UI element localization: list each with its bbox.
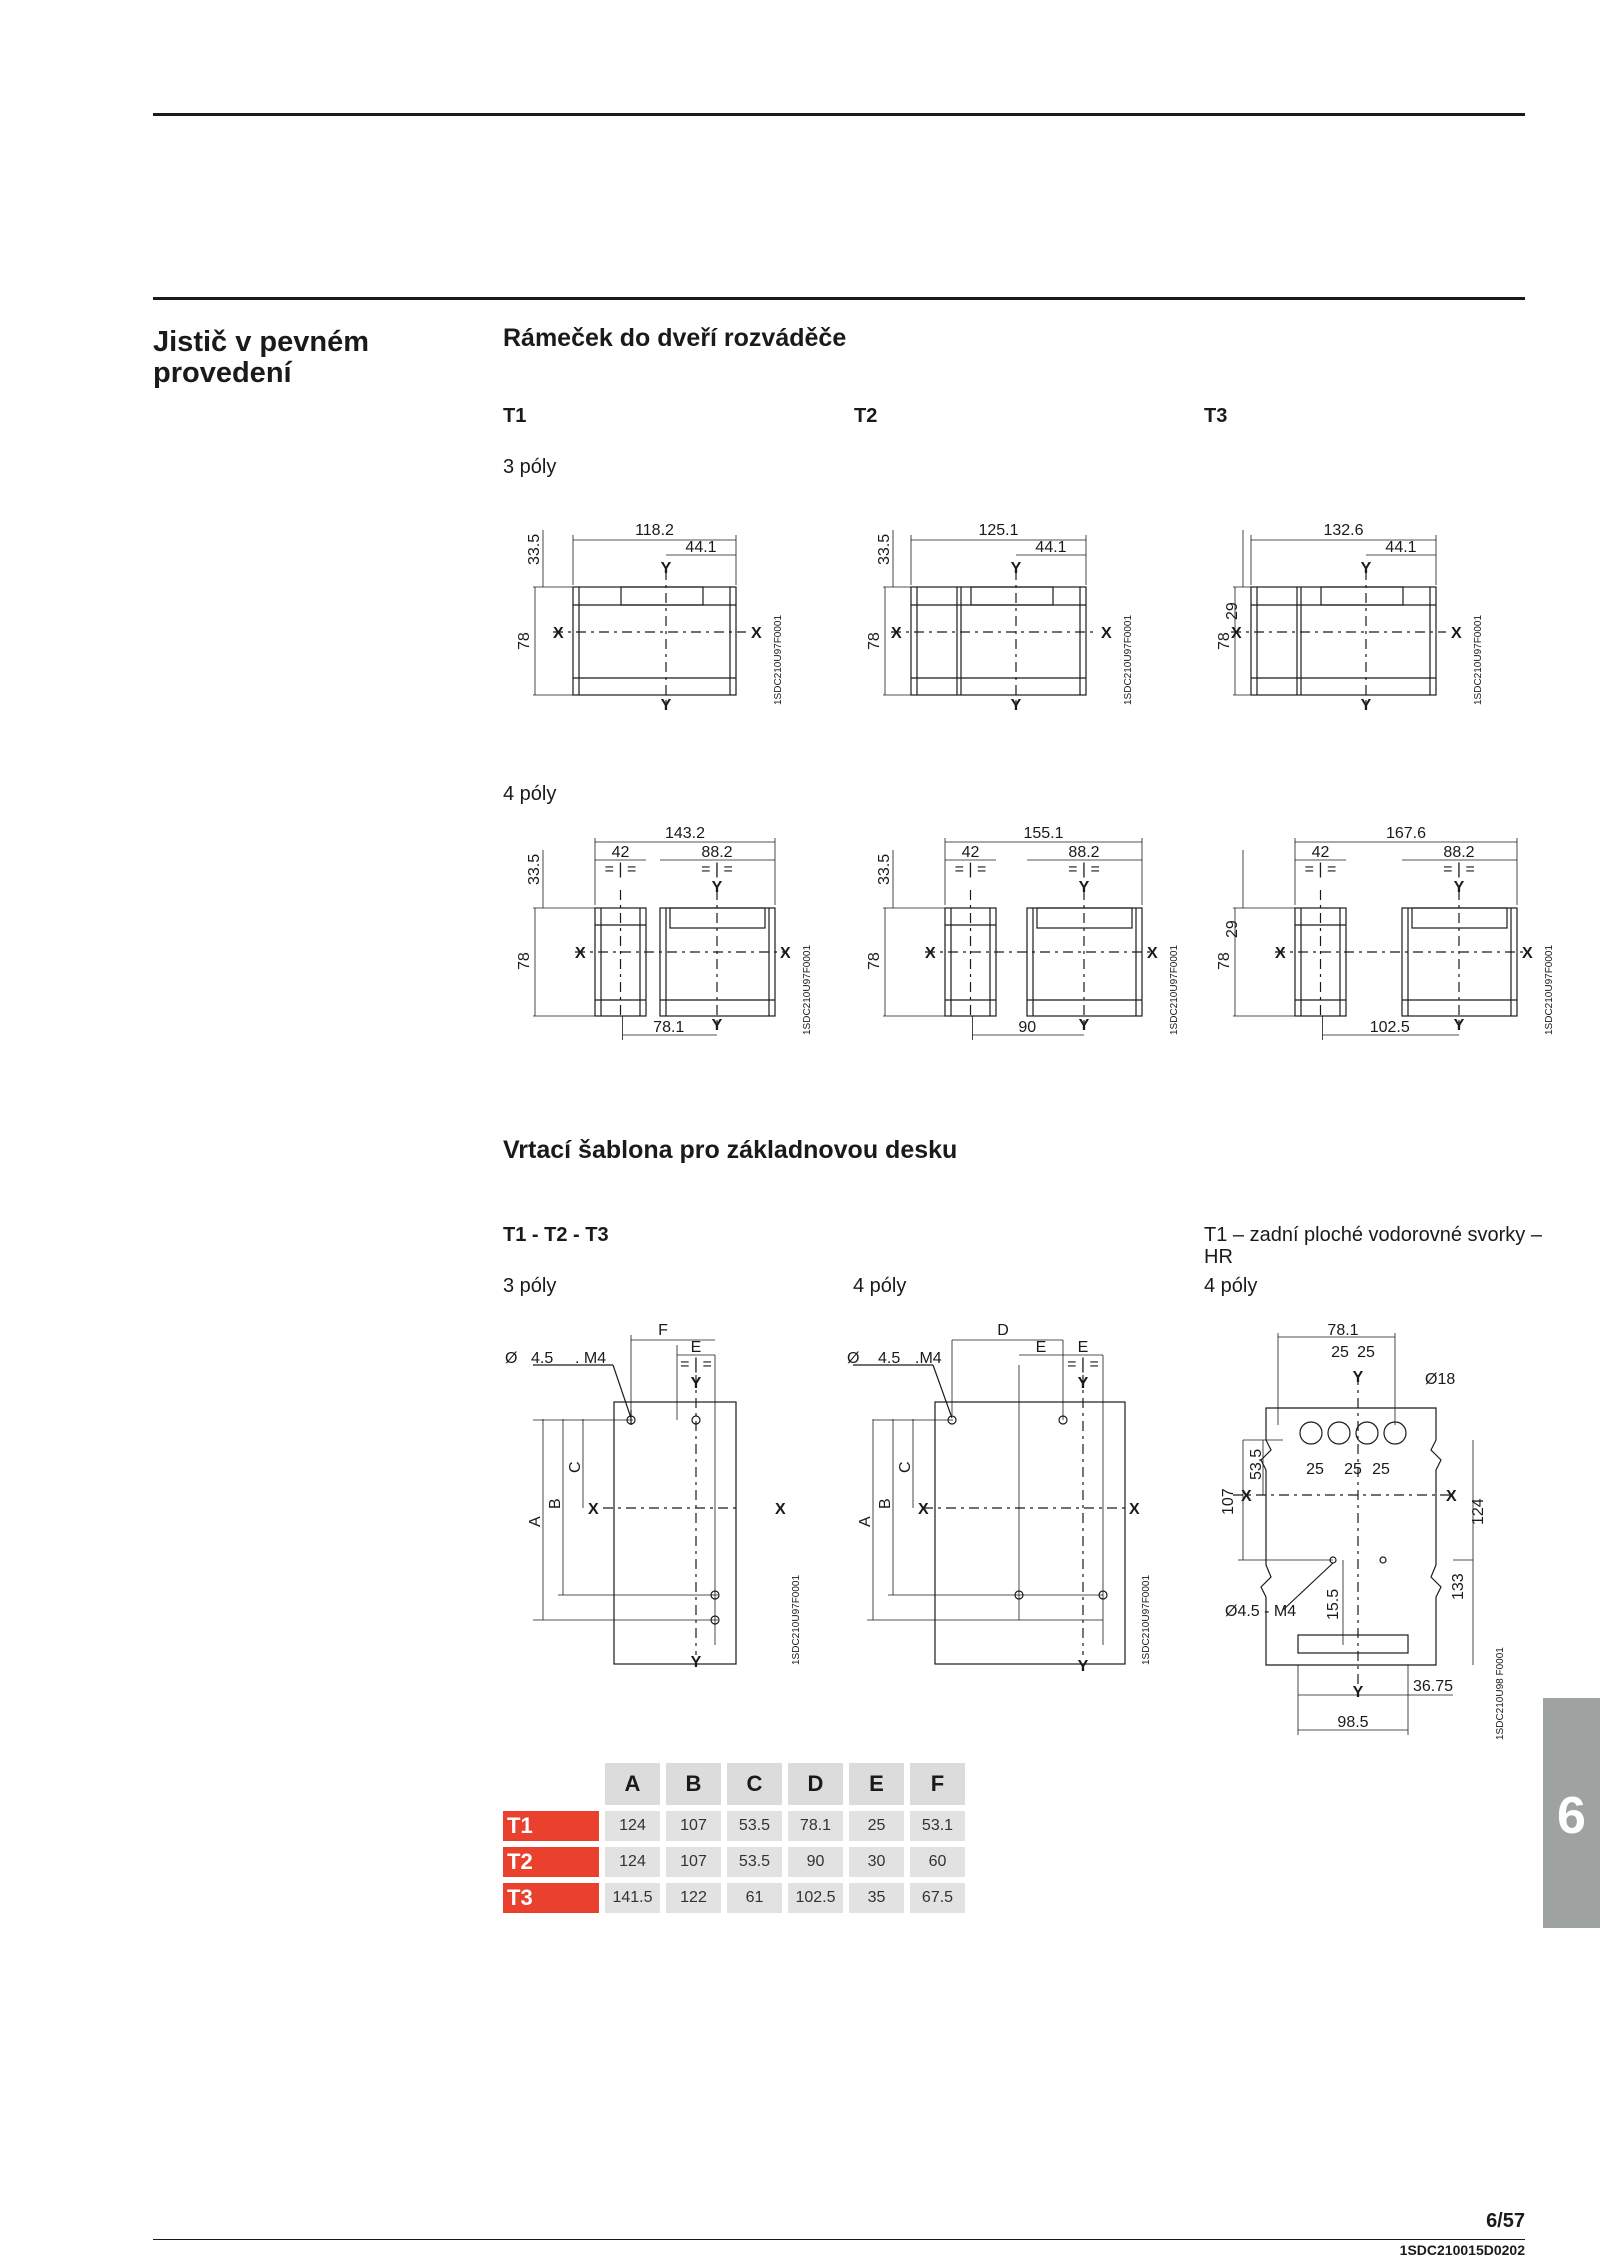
- svg-text:Ø4.5 - M4: Ø4.5 - M4: [1225, 1603, 1297, 1620]
- svg-text:4.5: 4.5: [531, 1350, 554, 1367]
- table-cell: 61: [727, 1883, 782, 1913]
- svg-text:X: X: [1129, 1501, 1140, 1518]
- frame-3p-t1: [503, 510, 823, 714]
- axis-x: X: [1231, 625, 1242, 642]
- svg-text:1SDC210U98 F0001: 1SDC210U98 F0001: [1495, 1647, 1506, 1740]
- svg-text:107: 107: [1220, 1488, 1237, 1515]
- svg-text:25: 25: [1344, 1461, 1362, 1478]
- svg-text:133: 133: [1450, 1573, 1467, 1600]
- table-cell: 107: [666, 1847, 721, 1877]
- svg-text:X: X: [775, 1501, 786, 1518]
- axis-x: X: [1275, 945, 1286, 962]
- col-header-c: C: [727, 1763, 782, 1805]
- svg-text:Y: Y: [1352, 1684, 1364, 1701]
- svg-text:1SDC210U97F0001: 1SDC210U97F0001: [1141, 1574, 1152, 1665]
- svg-text:Ø: Ø: [505, 1350, 518, 1367]
- eq-left: = | =: [604, 861, 637, 878]
- top-rule: [153, 113, 1525, 116]
- svg-text:1SDC210U97F0001: 1SDC210U97F0001: [791, 1574, 802, 1665]
- col-header-b: B: [666, 1763, 721, 1805]
- drill-models: T1 - T2 - T3: [503, 1224, 609, 1246]
- section-title: Jistič v pevném provedení: [153, 326, 369, 389]
- eq-left: = | =: [1304, 861, 1337, 878]
- drawing-code: 1SDC210U97F0001: [1169, 944, 1180, 1035]
- svg-text:X: X: [1241, 1488, 1252, 1505]
- svg-text:Y: Y: [1077, 1658, 1089, 1675]
- svg-text:F: F: [658, 1322, 668, 1339]
- dim-left: 42: [1311, 844, 1330, 861]
- svg-text:= | =: = | =: [680, 1356, 712, 1373]
- dim-left: 42: [961, 844, 980, 861]
- axis-x: X: [925, 945, 936, 962]
- drawing-code: 1SDC210U97F0001: [1123, 614, 1134, 705]
- svg-text:A: A: [857, 1516, 874, 1527]
- svg-text:C: C: [897, 1461, 914, 1473]
- drill-hr-poles: 4 póly: [1204, 1275, 1258, 1297]
- axis-y: Y: [1078, 1017, 1090, 1034]
- table-cell: 102.5: [788, 1883, 843, 1913]
- axis-y: Y: [1010, 560, 1022, 577]
- axis-y: Y: [711, 1017, 723, 1034]
- axis-x: X: [751, 625, 762, 642]
- axis-x: X: [575, 945, 586, 962]
- dim-top: 33.5: [876, 853, 893, 885]
- svg-text:Y: Y: [1077, 1375, 1089, 1392]
- svg-text:D: D: [997, 1322, 1009, 1339]
- dim-height: 78: [866, 632, 883, 650]
- drawing-code: 1SDC210U97F0001: [773, 614, 784, 705]
- table-cell: 53.5: [727, 1847, 782, 1877]
- svg-text:B: B: [547, 1498, 564, 1509]
- table-cell: 107: [666, 1811, 721, 1841]
- dim-height: 78: [1216, 952, 1233, 970]
- dim-left: 42: [611, 844, 630, 861]
- row-label: T1: [503, 1811, 599, 1841]
- table-cell: 90: [788, 1847, 843, 1877]
- table-cell: 53.1: [910, 1811, 965, 1841]
- dim-bottom: 78.1: [653, 1019, 685, 1036]
- poles4-label: 4 póly: [503, 783, 557, 805]
- drawing-code: 1SDC210U97F0001: [802, 944, 813, 1035]
- svg-text:X: X: [918, 1501, 929, 1518]
- drawing-code: 1SDC210U97F0001: [1473, 614, 1484, 705]
- svg-text:98.5: 98.5: [1337, 1714, 1369, 1731]
- drawing-code: 1SDC210U97F0001: [1544, 944, 1555, 1035]
- table-row-t2: [503, 1847, 965, 1877]
- dim-top: 33.5: [526, 853, 543, 885]
- dim-height: 78: [516, 632, 533, 650]
- dim-height: 78: [1216, 632, 1233, 650]
- dim-width: 167.6: [1385, 825, 1427, 842]
- svg-text:25: 25: [1372, 1461, 1390, 1478]
- col-header-d: D: [788, 1763, 843, 1805]
- table-cell: 60: [910, 1847, 965, 1877]
- doc-code: 1SDC210015D0202: [1399, 2242, 1525, 2258]
- model-t1: T1: [503, 405, 527, 427]
- svg-text:25: 25: [1357, 1344, 1375, 1361]
- dimensions-table: [503, 1757, 965, 1919]
- dim-width: 132.6: [1323, 522, 1364, 539]
- svg-text:124: 124: [1470, 1498, 1487, 1525]
- model-t2: T2: [854, 405, 878, 427]
- svg-text:= | =: = | =: [1067, 1356, 1099, 1373]
- dim-bottom: 102.5: [1369, 1019, 1410, 1036]
- dim-half: 44.1: [685, 539, 717, 556]
- drill-hr: [1203, 1315, 1533, 1745]
- axis-x: X: [1101, 625, 1112, 642]
- col-header-a: A: [605, 1763, 660, 1805]
- col-header-e: E: [849, 1763, 904, 1805]
- dim-right: 88.2: [1443, 844, 1475, 861]
- table-cell: 122: [666, 1883, 721, 1913]
- axis-y: Y: [1010, 697, 1022, 714]
- table-cell: 25: [849, 1811, 904, 1841]
- eq-right: = | =: [701, 861, 733, 878]
- svg-text:36.75: 36.75: [1413, 1678, 1454, 1695]
- table-cell: 141.5: [605, 1883, 660, 1913]
- dim-right: 88.2: [701, 844, 733, 861]
- svg-text:X: X: [588, 1501, 599, 1518]
- svg-text:Ø18: Ø18: [1425, 1371, 1456, 1388]
- drill-3p: [503, 1315, 833, 1675]
- row-label: T2: [503, 1847, 599, 1877]
- svg-text:. M4: . M4: [575, 1350, 607, 1367]
- axis-y: Y: [1453, 1017, 1465, 1034]
- eq-right: = | =: [1443, 861, 1475, 878]
- svg-text:Y: Y: [690, 1375, 702, 1392]
- svg-text:.M4: .M4: [915, 1350, 942, 1367]
- table-cell: 30: [849, 1847, 904, 1877]
- chapter-tab[interactable]: [1543, 1698, 1600, 1928]
- col-header-f: F: [910, 1763, 965, 1805]
- svg-text:4.5: 4.5: [878, 1350, 901, 1367]
- dim-height: 78: [516, 952, 533, 970]
- dim-half: 44.1: [1385, 539, 1417, 556]
- dim-right: 88.2: [1068, 844, 1100, 861]
- svg-text:53.5: 53.5: [1248, 1448, 1265, 1480]
- dim-width: 143.2: [664, 825, 706, 842]
- table-row-t3: [503, 1883, 965, 1913]
- svg-text:Ø: Ø: [847, 1350, 860, 1367]
- drill-hr-title: T1 – zadní ploché vodorovné svorky – HR: [1204, 1224, 1542, 1268]
- table-cell: 78.1: [788, 1811, 843, 1841]
- eq-left: = | =: [954, 861, 987, 878]
- table-cell: 124: [605, 1811, 660, 1841]
- axis-x: X: [780, 945, 791, 962]
- table-cell: 124: [605, 1847, 660, 1877]
- svg-text:Y: Y: [690, 1654, 702, 1671]
- footer-rule: [153, 2239, 1525, 2240]
- axis-y: Y: [660, 560, 672, 577]
- axis-x: X: [553, 625, 564, 642]
- table-cell: 35: [849, 1883, 904, 1913]
- svg-text:78.1: 78.1: [1327, 1322, 1359, 1339]
- table-row-t1: [503, 1811, 965, 1841]
- axis-y: Y: [711, 879, 723, 896]
- frame-3p-t3: [1203, 510, 1523, 714]
- axis-y: Y: [1453, 879, 1465, 896]
- svg-text:B: B: [877, 1498, 894, 1509]
- dim-width: 155.1: [1023, 825, 1064, 842]
- axis-x: X: [1147, 945, 1158, 962]
- page-number: 6/57: [1486, 2210, 1525, 2232]
- dim-top: 33.5: [876, 533, 893, 565]
- svg-text:E: E: [690, 1339, 702, 1356]
- drill-poles3: 3 póly: [503, 1275, 557, 1297]
- axis-x: X: [1451, 625, 1462, 642]
- dim-top: 33.5: [526, 533, 543, 565]
- drill-poles4: 4 póly: [853, 1275, 907, 1297]
- dim-width: 125.1: [978, 522, 1019, 539]
- dim-bottom: 90: [1018, 1019, 1037, 1036]
- axis-y: Y: [1360, 697, 1372, 714]
- drill-4p: [847, 1315, 1183, 1675]
- row-label: T3: [503, 1883, 599, 1913]
- axis-y: Y: [1078, 879, 1090, 896]
- frame-4p-t1: [503, 820, 823, 1040]
- svg-text:X: X: [1446, 1488, 1457, 1505]
- dim-top: 29: [1224, 602, 1241, 620]
- eq-right: = | =: [1068, 861, 1100, 878]
- axis-x: X: [891, 625, 902, 642]
- table-header-row: [503, 1763, 965, 1805]
- frame-4p-t2: [853, 820, 1180, 1040]
- svg-text:E: E: [1035, 1339, 1047, 1356]
- axis-y: Y: [1360, 560, 1372, 577]
- dim-width: 118.2: [635, 522, 674, 539]
- svg-text:25: 25: [1331, 1344, 1349, 1361]
- svg-text:A: A: [527, 1516, 544, 1527]
- frame-3p-t2: [853, 510, 1173, 714]
- axis-y: Y: [660, 697, 672, 714]
- dim-height: 78: [866, 952, 883, 970]
- svg-text:E: E: [1077, 1339, 1089, 1356]
- chapter-number: 6: [1557, 1787, 1586, 1845]
- axis-x: X: [1522, 945, 1533, 962]
- svg-text:Y: Y: [1352, 1369, 1364, 1386]
- dim-top: 29: [1224, 920, 1241, 938]
- frame-4p-t3: [1203, 820, 1555, 1040]
- table-cell: 53.5: [727, 1811, 782, 1841]
- door-frame-title: Rámeček do dveří rozváděče: [503, 324, 847, 352]
- model-t3: T3: [1204, 405, 1228, 427]
- drill-title: Vrtací šablona pro základnovou desku: [503, 1136, 958, 1164]
- svg-text:C: C: [567, 1461, 584, 1473]
- section-rule: [153, 297, 1525, 300]
- table-cell: 67.5: [910, 1883, 965, 1913]
- svg-text:15.5: 15.5: [1325, 1588, 1342, 1620]
- dim-half: 44.1: [1035, 539, 1067, 556]
- svg-text:25: 25: [1306, 1461, 1324, 1478]
- poles3-label: 3 póly: [503, 456, 557, 478]
